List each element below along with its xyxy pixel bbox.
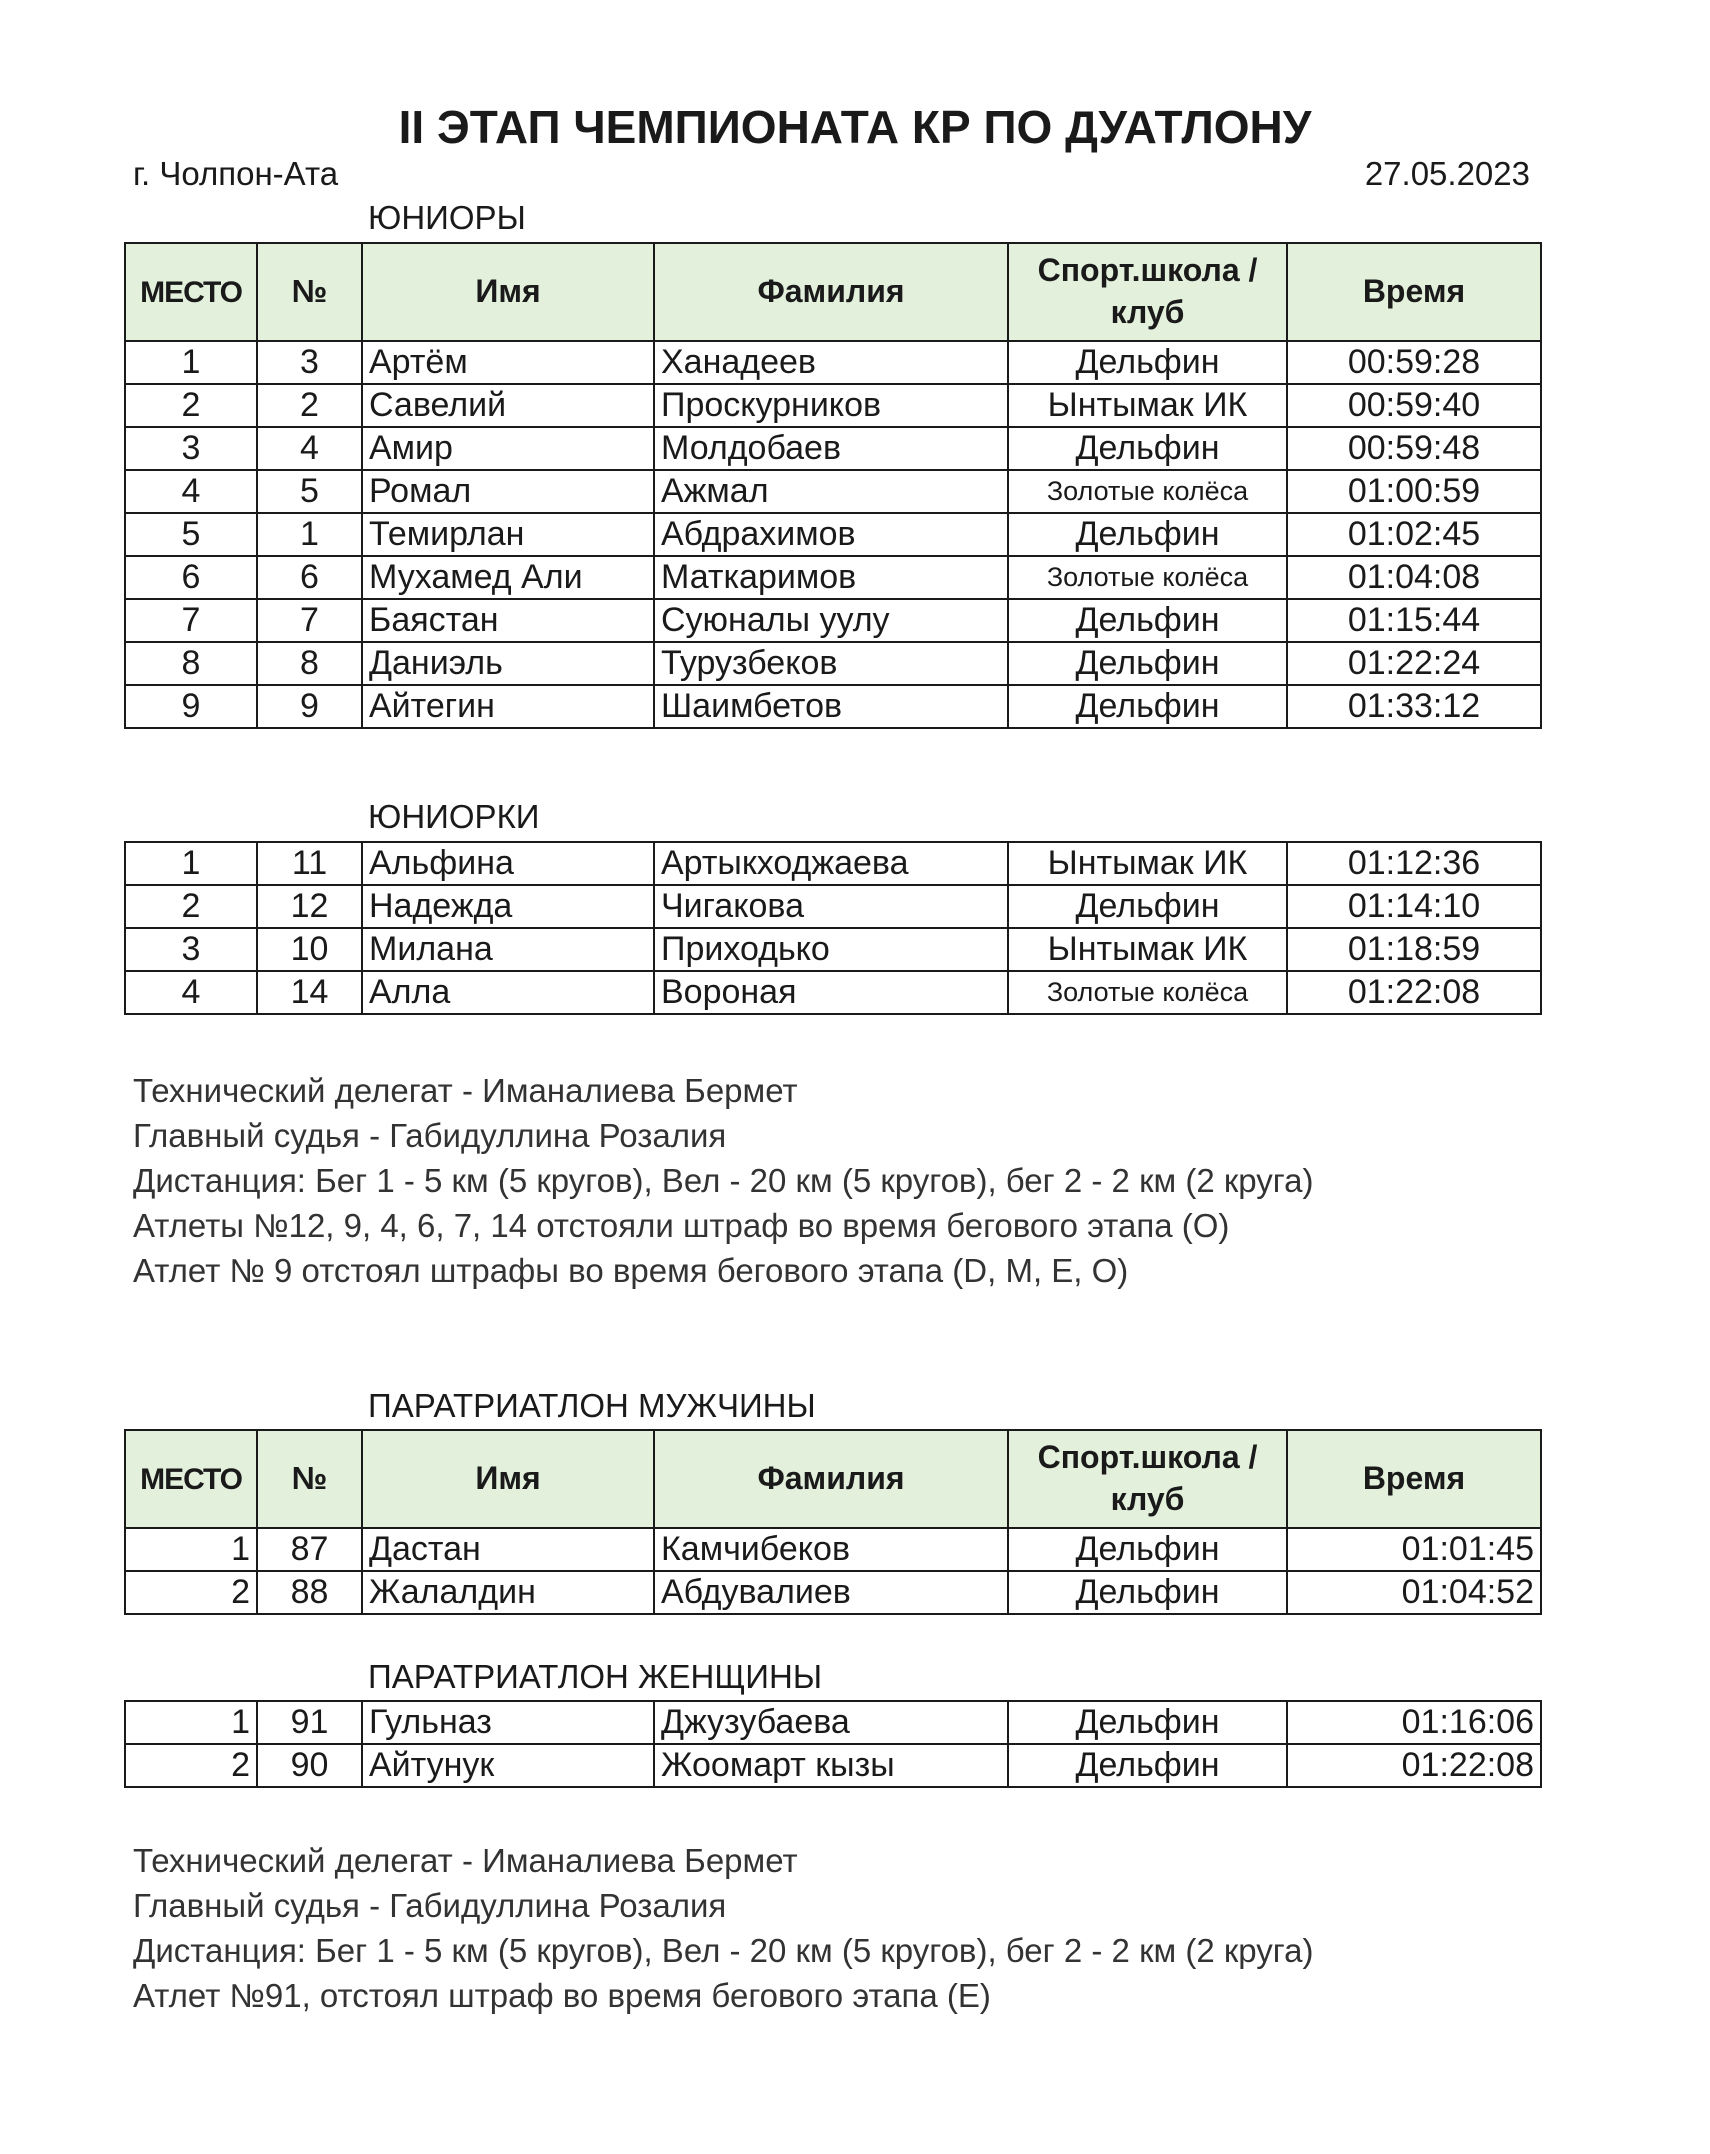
note-line: Дистанция: Бег 1 - 5 км (5 кругов), Вел - 20 км (5 кругов), бег 2 - 2 км (2 круга) (133, 1162, 1314, 1199)
cell-first-name: Савелий (362, 384, 654, 427)
cell-first-name: Даниэль (362, 642, 654, 685)
cell-last-name: Абдрахимов (654, 513, 1008, 556)
cell-place: 4 (125, 470, 257, 513)
cell-time: 01:04:52 (1287, 1571, 1541, 1614)
cell-number: 9 (257, 685, 362, 728)
cell-place: 7 (125, 599, 257, 642)
cell-first-name: Артём (362, 341, 654, 384)
cell-time: 01:22:08 (1287, 971, 1541, 1014)
cell-place: 1 (125, 1701, 257, 1744)
section-title-juniors: ЮНИОРЫ (368, 199, 526, 236)
table-row (125, 842, 1541, 885)
cell-club: Дельфин (1008, 427, 1287, 470)
results-table-para-men (124, 1429, 1542, 1615)
cell-club: Ынтымак ИК (1008, 842, 1287, 885)
table-row (125, 556, 1541, 599)
table-row (125, 642, 1541, 685)
cell-time: 01:04:08 (1287, 556, 1541, 599)
cell-first-name: Айтегин (362, 685, 654, 728)
cell-first-name: Надежда (362, 885, 654, 928)
cell-place: 1 (125, 1528, 257, 1571)
cell-first-name: Алла (362, 971, 654, 1014)
cell-first-name: Мухамед Али (362, 556, 654, 599)
header-number: № (257, 1430, 362, 1528)
note-line: Атлет №91, отстоял штраф во время бегового этапа (E) (133, 1977, 991, 2014)
table-body (125, 1528, 1541, 1614)
header-first-name: Имя (362, 243, 654, 341)
cell-first-name: Айтунук (362, 1744, 654, 1787)
cell-number: 91 (257, 1701, 362, 1744)
table-header-row (125, 243, 1541, 341)
cell-last-name: Чигакова (654, 885, 1008, 928)
cell-number: 87 (257, 1528, 362, 1571)
cell-number: 1 (257, 513, 362, 556)
table-body (125, 1701, 1541, 1787)
cell-place: 2 (125, 885, 257, 928)
cell-club: Золотые колёса (1008, 556, 1287, 599)
cell-club: Золотые колёса (1008, 470, 1287, 513)
table-body (125, 842, 1541, 1014)
cell-number: 14 (257, 971, 362, 1014)
cell-number: 6 (257, 556, 362, 599)
table-row (125, 341, 1541, 384)
notes-block (133, 1838, 1313, 2018)
table-row (125, 384, 1541, 427)
cell-place: 2 (125, 384, 257, 427)
table-row (125, 1571, 1541, 1614)
cell-first-name: Амир (362, 427, 654, 470)
cell-time: 00:59:48 (1287, 427, 1541, 470)
table-row (125, 1528, 1541, 1571)
cell-last-name: Суюналы уулу (654, 599, 1008, 642)
cell-last-name: Приходько (654, 928, 1008, 971)
cell-club: Дельфин (1008, 1701, 1287, 1744)
cell-last-name: Маткаримов (654, 556, 1008, 599)
table-row (125, 685, 1541, 728)
cell-number: 5 (257, 470, 362, 513)
header-time: Время (1287, 243, 1541, 341)
cell-number: 8 (257, 642, 362, 685)
cell-number: 88 (257, 1571, 362, 1614)
cell-time: 01:15:44 (1287, 599, 1541, 642)
table-row (125, 1701, 1541, 1744)
cell-place: 5 (125, 513, 257, 556)
cell-club: Дельфин (1008, 685, 1287, 728)
section-title-para-women: ПАРАТРИАТЛОН ЖЕНЩИНЫ (368, 1658, 823, 1695)
table-row (125, 928, 1541, 971)
cell-time: 01:16:06 (1287, 1701, 1541, 1744)
note-line: Атлет № 9 отстоял штрафы во время бегового этапа (D, M, E, O) (133, 1252, 1129, 1289)
page-title: II ЭТАП ЧЕМПИОНАТА КР ПО ДУАТЛОНУ (398, 101, 1312, 153)
cell-number: 90 (257, 1744, 362, 1787)
results-table-para-women (124, 1700, 1542, 1788)
cell-last-name: Ажмал (654, 470, 1008, 513)
cell-time: 01:01:45 (1287, 1528, 1541, 1571)
location: г. Чолпон-Ата (133, 155, 339, 192)
cell-place: 8 (125, 642, 257, 685)
notes-block (133, 1068, 1313, 1293)
cell-first-name: Темирлан (362, 513, 654, 556)
cell-time: 01:22:24 (1287, 642, 1541, 685)
table-row (125, 427, 1541, 470)
cell-last-name: Абдувалиев (654, 1571, 1008, 1614)
cell-time: 01:02:45 (1287, 513, 1541, 556)
cell-club: Дельфин (1008, 341, 1287, 384)
cell-club: Ынтымак ИК (1008, 928, 1287, 971)
cell-time: 01:00:59 (1287, 470, 1541, 513)
cell-number: 10 (257, 928, 362, 971)
cell-first-name: Ромал (362, 470, 654, 513)
cell-first-name: Дастан (362, 1528, 654, 1571)
cell-time: 01:14:10 (1287, 885, 1541, 928)
cell-number: 12 (257, 885, 362, 928)
table-header-row (125, 1430, 1541, 1528)
cell-time: 01:12:36 (1287, 842, 1541, 885)
cell-first-name: Альфина (362, 842, 654, 885)
cell-first-name: Милана (362, 928, 654, 971)
cell-number: 2 (257, 384, 362, 427)
cell-club: Дельфин (1008, 642, 1287, 685)
cell-time: 01:18:59 (1287, 928, 1541, 971)
results-table-juniors (124, 242, 1542, 729)
header-number: № (257, 243, 362, 341)
note-line: Технический делегат - Иманалиева Бермет (133, 1072, 798, 1109)
cell-last-name: Камчибеков (654, 1528, 1008, 1571)
cell-club: Ынтымак ИК (1008, 384, 1287, 427)
cell-place: 1 (125, 842, 257, 885)
cell-place: 2 (125, 1744, 257, 1787)
cell-place: 2 (125, 1571, 257, 1614)
cell-first-name: Жалалдин (362, 1571, 654, 1614)
cell-last-name: Молдобаев (654, 427, 1008, 470)
cell-club: Дельфин (1008, 885, 1287, 928)
cell-time: 01:33:12 (1287, 685, 1541, 728)
cell-club: Дельфин (1008, 1528, 1287, 1571)
header-time: Время (1287, 1430, 1541, 1528)
cell-last-name: Жоомарт кызы (654, 1744, 1008, 1787)
header-club: Спорт.школа / клуб (1008, 243, 1287, 341)
cell-last-name: Шаимбетов (654, 685, 1008, 728)
note-line: Дистанция: Бег 1 - 5 км (5 кругов), Вел - 20 км (5 кругов), бег 2 - 2 км (2 круга) (133, 1932, 1314, 1969)
cell-number: 11 (257, 842, 362, 885)
cell-time: 01:22:08 (1287, 1744, 1541, 1787)
header-place: МЕСТО (125, 1430, 257, 1528)
cell-first-name: Гульназ (362, 1701, 654, 1744)
table-row (125, 599, 1541, 642)
cell-last-name: Проскурников (654, 384, 1008, 427)
cell-last-name: Артыкходжаева (654, 842, 1008, 885)
note-line: Атлеты №12, 9, 4, 6, 7, 14 отстояли штраф во время бегового этапа (O) (133, 1207, 1230, 1244)
table-row (125, 971, 1541, 1014)
cell-number: 7 (257, 599, 362, 642)
cell-place: 3 (125, 928, 257, 971)
header-first-name: Имя (362, 1430, 654, 1528)
section-title-junior-women: ЮНИОРКИ (368, 798, 540, 835)
header-club: Спорт.школа / клуб (1008, 1430, 1287, 1528)
header-last-name: Фамилия (654, 243, 1008, 341)
cell-club: Дельфин (1008, 1571, 1287, 1614)
event-date: 27.05.2023 (1364, 155, 1530, 192)
cell-place: 4 (125, 971, 257, 1014)
note-line: Главный судья - Габидуллина Розалия (133, 1117, 727, 1154)
table-row (125, 513, 1541, 556)
cell-time: 00:59:28 (1287, 341, 1541, 384)
cell-club: Золотые колёса (1008, 971, 1287, 1014)
cell-last-name: Вороная (654, 971, 1008, 1014)
cell-club: Дельфин (1008, 513, 1287, 556)
cell-number: 3 (257, 341, 362, 384)
table-body (125, 341, 1541, 728)
header-last-name: Фамилия (654, 1430, 1008, 1528)
note-line: Технический делегат - Иманалиева Бермет (133, 1842, 798, 1879)
header-place: МЕСТО (125, 243, 257, 341)
cell-club: Дельфин (1008, 1744, 1287, 1787)
cell-first-name: Баястан (362, 599, 654, 642)
cell-number: 4 (257, 427, 362, 470)
section-title-para-men: ПАРАТРИАТЛОН МУЖЧИНЫ (368, 1387, 816, 1424)
cell-place: 1 (125, 341, 257, 384)
cell-time: 00:59:40 (1287, 384, 1541, 427)
cell-place: 6 (125, 556, 257, 599)
cell-place: 9 (125, 685, 257, 728)
note-line: Главный судья - Габидуллина Розалия (133, 1887, 727, 1924)
table-row (125, 470, 1541, 513)
cell-last-name: Ханадеев (654, 341, 1008, 384)
table-row (125, 1744, 1541, 1787)
cell-club: Дельфин (1008, 599, 1287, 642)
cell-last-name: Турузбеков (654, 642, 1008, 685)
cell-place: 3 (125, 427, 257, 470)
results-table-junior-women (124, 841, 1542, 1015)
table-row (125, 885, 1541, 928)
cell-last-name: Джузубаева (654, 1701, 1008, 1744)
